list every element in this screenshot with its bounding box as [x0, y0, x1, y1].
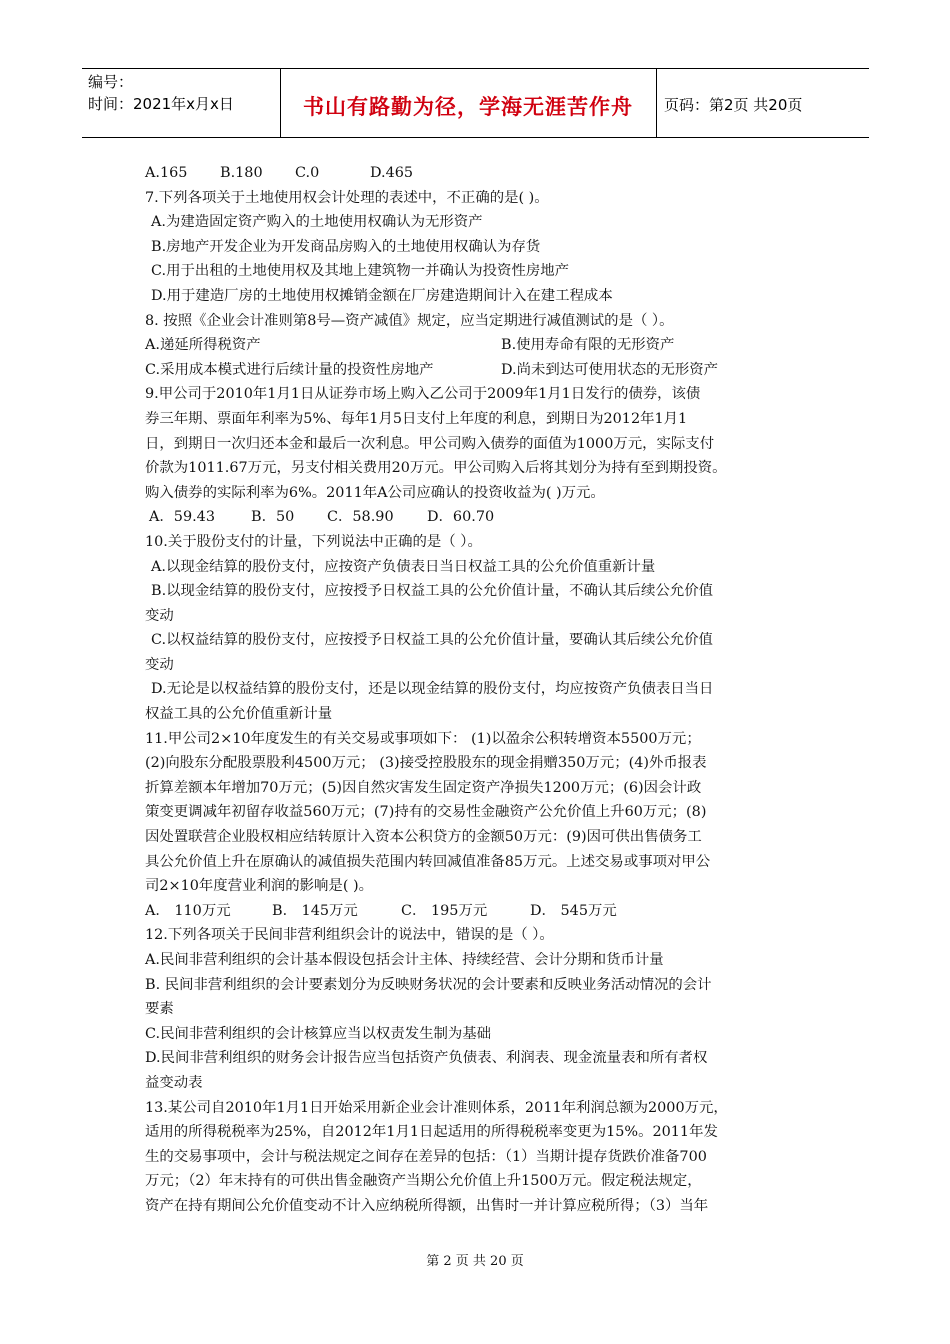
- header-motto: 书山有路勤为径，学海无涯苦作舟: [303, 95, 633, 119]
- q12-line: C.民间非营利组织的会计核算应当以权责发生制为基础: [145, 1025, 492, 1042]
- q8-option-d: D.尚未到达可使用状态的无形资产: [501, 361, 719, 378]
- q8-options-row1: [145, 333, 810, 358]
- q10-line: 变动: [145, 607, 174, 624]
- number-label: 编号：: [88, 73, 134, 91]
- q11-line: 具公允价值上升在原确认的减值损失范围内转回减值准备85万元。上述交易或事项对甲公: [145, 853, 711, 870]
- q11-option-c: C． 195万元: [401, 902, 488, 919]
- q8-stem: 8. 按照《企业会计准则第8号—资产减值》规定，应当定期进行减值测试的是（ ）。: [145, 312, 674, 329]
- header-divider-right: [656, 69, 657, 137]
- q9-line: 券三年期、票面年利率为5%、每年1月5日支付上年度的利息，到期日为2012年1月1: [145, 410, 688, 427]
- time-label: 时间：2021年x月x日: [88, 95, 234, 113]
- q11-option-b: B． 145万元: [272, 902, 358, 919]
- q13-line: 生的交易事项中，会计与税法规定之间存在差异的包括：（1）当期计提存货跌价准备700: [145, 1148, 707, 1165]
- q10-line: A.以现金结算的股份支付，应按资产负债表日当日权益工具的公允价值重新计量: [151, 558, 656, 575]
- q12-line: A.民间非营利组织的会计基本假设包括会计主体、持续经营、会计分期和货币计量: [145, 952, 664, 968]
- q10-line: 变动: [145, 656, 174, 673]
- q13-line: 万元；（2）年末持有的可供出售金融资产当期公允价值上升1500万元。假定税法规定，: [145, 1173, 702, 1190]
- q9-option-c: C．58.90: [327, 509, 394, 526]
- q7-option-a: A.为建造固定资产购入的土地使用权确认为无形资产: [151, 214, 483, 231]
- q13-line: 资产在持有期间公允价值变动不计入应纳税所得额，出售时一并计算应税所得；（3）当年: [145, 1197, 709, 1214]
- q6-option-c: C.0: [295, 165, 320, 181]
- q10-line: 权益工具的公允价值重新计量: [145, 706, 333, 723]
- q9-options: [145, 505, 810, 530]
- q9-line: 购入债券的实际利率为6%。2011年A公司应确认的投资收益为( )万元。: [145, 484, 605, 501]
- q7-option-b: B.房地产开发企业为开发商品房购入的土地使用权确认为存货: [151, 238, 541, 255]
- q11-option-a: A． 110万元: [145, 902, 231, 919]
- q11-line: 司2×10年度营业利润的影响是( )。: [145, 878, 374, 895]
- q6-option-b: B.180: [220, 165, 263, 181]
- q10-line: B.以现金结算的股份支付，应按授予日权益工具的公允价值计量，不确认其后续公允价值: [151, 583, 713, 600]
- document-body: [145, 161, 810, 1219]
- q11-line: 折算差额本年增加70万元；(5)因自然灾害发生固定资产净损失1200万元；(6)因会计政: [145, 779, 702, 796]
- q8-option-a: A.递延所得税资产: [145, 337, 261, 354]
- q6-options: [145, 161, 810, 186]
- q9-line: 9.甲公司于2010年1月1日从证券市场上购入乙公司于2009年1月1日发行的债券，该债: [145, 386, 701, 403]
- q9-line: 价款为1011.67万元，另支付相关费用20万元。甲公司购入后将其划分为持有至到期投资。: [145, 460, 727, 477]
- q9-line: 日，到期日一次归还本金和最后一次利息。甲公司购入债券的面值为1000万元，实际支付: [145, 435, 715, 452]
- page-header: [82, 68, 869, 138]
- q12-stem: 12.下列各项关于民间非营利组织会计的说法中，错误的是（ ）。: [145, 927, 554, 944]
- q12-line: 益变动表: [145, 1074, 203, 1091]
- q8-option-c: C.采用成本模式进行后续计量的投资性房地产: [145, 361, 434, 378]
- q8-option-b: B.使用寿命有限的无形资产: [501, 337, 675, 354]
- header-meta: [88, 71, 234, 115]
- q13-line: 13.某公司自2010年1月1日开始采用新企业会计准则体系，2011年利润总额为2000万元，: [145, 1099, 728, 1116]
- q9-option-d: D．60.70: [427, 509, 495, 526]
- q9-option-a: A．59.43: [149, 509, 215, 526]
- q12-line: D.民间非营利组织的财务会计报告应当包括资产负债表、利润表、现金流量表和所有者权: [145, 1050, 708, 1067]
- q11-line: 策变更调减年初留存收益560万元；(7)持有的交易性金融资产公允价值上升60万元；(8): [145, 804, 707, 821]
- page-footer: 第 2 页 共 20 页: [426, 1254, 524, 1269]
- q6-option-d: D.465: [370, 165, 414, 181]
- q11-line: 因处置联营企业股权相应结转原计入资本公积贷方的金额50万元：(9)因可供出售债务工: [145, 829, 702, 846]
- q7-stem: 7.下列各项关于土地使用权会计处理的表述中，不正确的是( )。: [145, 189, 549, 206]
- q7-option-d: D.用于建造厂房的土地使用权摊销金额在厂房建造期间计入在建工程成本: [151, 287, 613, 304]
- q11-line: 11.甲公司2×10年度发生的有关交易或事项如下： (1)以盈余公积转增资本5500万元；: [145, 730, 701, 747]
- q11-line: (2)向股东分配股票股利4500万元； (3)接受控股股东的现金捐赠350万元；(4)外币报表: [145, 755, 707, 772]
- q11-option-d: D． 545万元: [530, 902, 617, 919]
- q10-line: D.无论是以权益结算的股份支付，还是以现金结算的股份支付，均应按资产负债表日当日: [151, 681, 714, 698]
- q10-line: C.以权益结算的股份支付，应按授予日权益工具的公允价值计量，要确认其后续公允价值: [151, 632, 713, 649]
- q10-stem: 10.关于股份支付的计量，下列说法中正确的是（ ）。: [145, 533, 482, 550]
- q9-option-b: B．50: [251, 509, 295, 526]
- q13-line: 适用的所得税税率为25%，自2012年1月1日起适用的所得税税率变更为15%。2011年发: [145, 1124, 718, 1141]
- q12-line: B. 民间非营利组织的会计要素划分为反映财务状况的会计要素和反映业务活动情况的会计: [145, 976, 712, 993]
- q7-option-c: C.用于出租的土地使用权及其地上建筑物一并确认为投资性房地产: [151, 263, 570, 280]
- q12-line: 要素: [145, 1001, 174, 1018]
- header-page-info: 页码：第2页 共20页: [664, 96, 803, 114]
- q8-options-row2: [145, 358, 810, 383]
- q6-option-a: A.165: [145, 165, 188, 181]
- q11-options: [145, 899, 810, 924]
